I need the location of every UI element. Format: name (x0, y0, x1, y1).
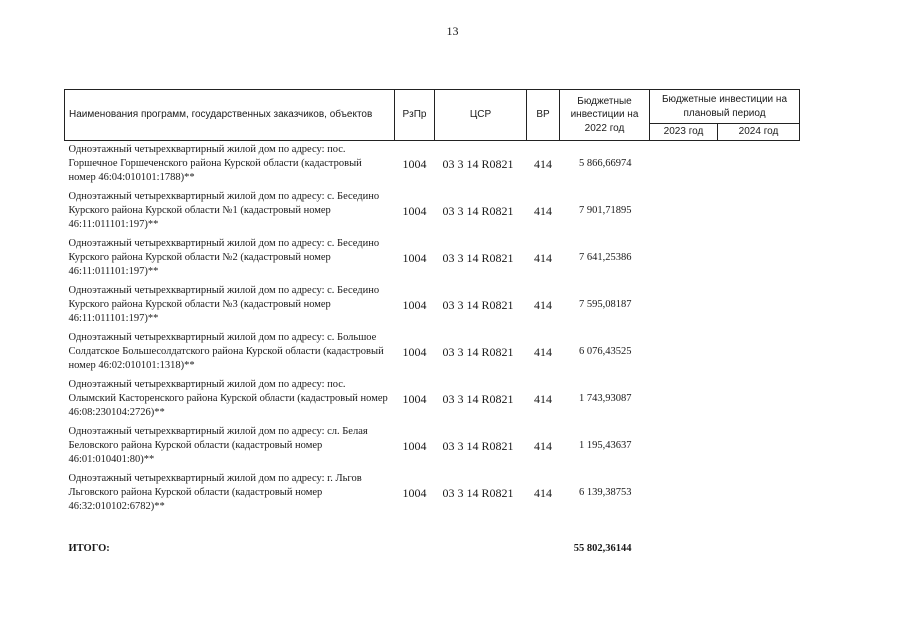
object-name: Одноэтажный четырехквартирный жилой дом по адресу: пос. Горшечное Горшеченского района Курской области (кадастровый номер 46:04:010101:1788)** (68, 143, 362, 184)
invest-2024-amount (718, 235, 800, 282)
invest-2022-amount: 5 866,66974 (579, 157, 632, 169)
table-row (65, 376, 800, 423)
csr-code: 03 3 14 R0821 (442, 203, 514, 218)
table-row (65, 282, 800, 329)
vr-code: 414 (534, 438, 552, 453)
header-year-2024: 2024 год (718, 124, 800, 141)
invest-2022-amount: 7 595,08187 (579, 298, 632, 310)
object-name: Одноэтажный четырехквартирный жилой дом по адресу: с. Беседино Курского района Курской области №1 (кадастровый номер 46:11:011101:197)** (68, 190, 380, 231)
rzpr-code: 1004 (402, 485, 427, 500)
invest-2022-amount: 6 076,43525 (579, 345, 632, 357)
header-year-2023: 2023 год (650, 124, 718, 141)
invest-2023-amount (650, 423, 718, 470)
csr-code: 03 3 14 R0821 (442, 250, 514, 265)
object-name: Одноэтажный четырехквартирный жилой дом по адресу: с. Беседино Курского района Курской области №3 (кадастровый номер 46:11:011101:197)** (68, 284, 380, 325)
vr-code: 414 (534, 250, 552, 265)
invest-2022-amount: 7 901,71895 (579, 204, 632, 216)
object-name: Одноэтажный четырехквартирный жилой дом по адресу: с. Беседино Курского района Курской области №2 (кадастровый номер 46:11:011101:197)** (68, 237, 380, 278)
rzpr-code: 1004 (402, 438, 427, 453)
vr-code: 414 (534, 391, 552, 406)
invest-2024-amount (718, 188, 800, 235)
object-name: Одноэтажный четырехквартирный жилой дом по адресу: пос. Олымский Касторенского района Курской области (кадастровый номер 46:08:230104:2726)** (68, 378, 388, 419)
csr-code: 03 3 14 R0821 (442, 391, 514, 406)
header-invest-2022: Бюджетные инвестиции на 2022 год (560, 90, 650, 141)
page-number: 13 (446, 24, 459, 38)
header-rzpr: РзПр (395, 90, 435, 141)
object-name: Одноэтажный четырехквартирный жилой дом по адресу: с. Большое Солдатское Большесолдатского района Курской области (кадастровый номер 46:02:010101:1318)** (68, 331, 384, 372)
invest-2022-amount: 6 139,38753 (579, 486, 632, 498)
header-name: Наименования программ, государственных заказчиков, объектов (65, 90, 395, 141)
rzpr-code: 1004 (402, 203, 427, 218)
header-invest-planned: Бюджетные инвестиции на плановый период (650, 90, 800, 124)
vr-code: 414 (534, 156, 552, 171)
invest-2023-amount (650, 470, 718, 517)
vr-code: 414 (534, 485, 552, 500)
table-row (65, 470, 800, 517)
invest-2023-amount (650, 282, 718, 329)
csr-code: 03 3 14 R0821 (442, 438, 514, 453)
invest-2024-amount (718, 282, 800, 329)
vr-code: 414 (534, 297, 552, 312)
invest-2022-amount: 7 641,25386 (579, 251, 632, 263)
rzpr-code: 1004 (402, 250, 427, 265)
object-name: Одноэтажный четырехквартирный жилой дом по адресу: г. Льгов Льговского района Курской области (кадастровый номер 46:32:010102:6782)** (68, 472, 362, 513)
total-row (65, 517, 800, 557)
vr-code: 414 (534, 203, 552, 218)
table-row (65, 329, 800, 376)
total-amount: 55 802,36144 (573, 543, 632, 555)
csr-code: 03 3 14 R0821 (442, 485, 514, 500)
csr-code: 03 3 14 R0821 (442, 297, 514, 312)
table-row (65, 235, 800, 282)
invest-2023-amount (650, 140, 718, 188)
invest-2023-amount (650, 235, 718, 282)
header-vr: ВР (527, 90, 560, 141)
invest-2023-amount (650, 376, 718, 423)
total-label: ИТОГО: (68, 543, 110, 555)
invest-2024-amount (718, 376, 800, 423)
invest-2024-amount (718, 140, 800, 188)
csr-code: 03 3 14 R0821 (442, 156, 514, 171)
header-csr: ЦСР (435, 90, 527, 141)
table-row (65, 188, 800, 235)
csr-code: 03 3 14 R0821 (442, 344, 514, 359)
table-row (65, 423, 800, 470)
table-row (65, 140, 800, 188)
invest-2023-amount (650, 329, 718, 376)
budget-investment-table (64, 89, 800, 557)
invest-2024-amount (718, 329, 800, 376)
vr-code: 414 (534, 344, 552, 359)
invest-2023-amount (650, 188, 718, 235)
rzpr-code: 1004 (402, 297, 427, 312)
object-name: Одноэтажный четырехквартирный жилой дом по адресу: сл. Белая Беловского района Курской области (кадастровый номер 46:01:010401:80)** (68, 425, 368, 466)
rzpr-code: 1004 (402, 391, 427, 406)
rzpr-code: 1004 (402, 344, 427, 359)
invest-2024-amount (718, 470, 800, 517)
invest-2022-amount: 1 195,43637 (579, 439, 632, 451)
rzpr-code: 1004 (402, 156, 427, 171)
invest-2024-amount (718, 423, 800, 470)
invest-2022-amount: 1 743,93087 (579, 392, 632, 404)
